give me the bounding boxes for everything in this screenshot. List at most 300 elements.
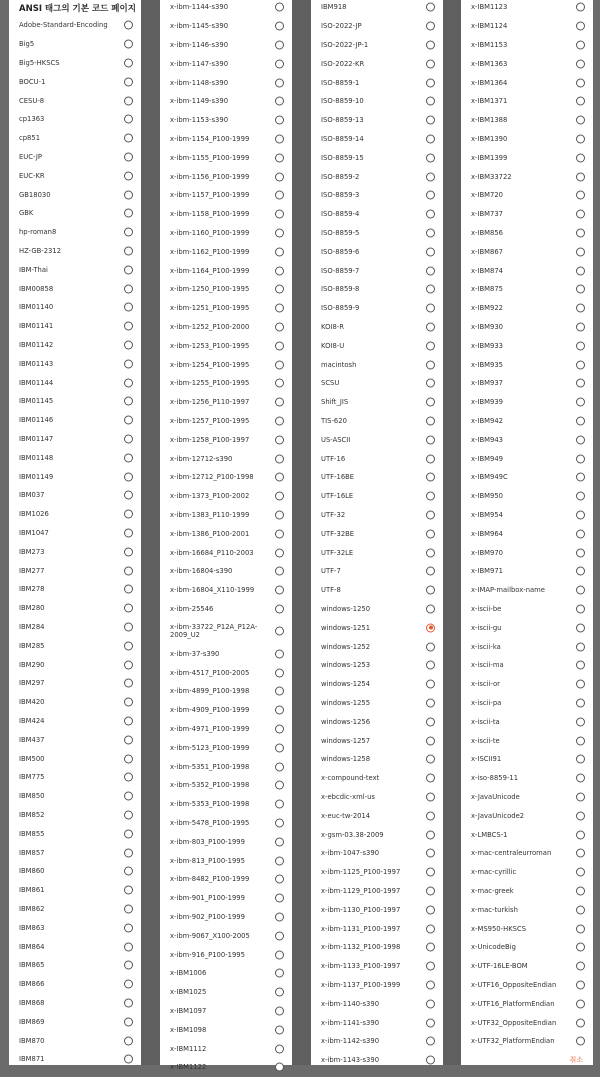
encoding-option[interactable] (461, 17, 593, 36)
encoding-option[interactable] (9, 242, 141, 261)
encoding-option[interactable] (160, 280, 292, 299)
encoding-option[interactable] (160, 412, 292, 431)
encoding-option[interactable] (160, 870, 292, 889)
radio-button[interactable] (426, 1037, 435, 1046)
encoding-option[interactable] (461, 430, 593, 449)
radio-button[interactable] (576, 604, 585, 613)
radio-button[interactable] (275, 78, 284, 87)
encoding-option[interactable] (461, 637, 593, 656)
encoding-option[interactable] (160, 242, 292, 261)
encoding-option[interactable] (461, 656, 593, 675)
encoding-option[interactable] (160, 832, 292, 851)
radio-button[interactable] (576, 529, 585, 538)
radio-button[interactable] (576, 510, 585, 519)
radio-button[interactable] (124, 528, 133, 537)
encoding-option[interactable] (160, 543, 292, 562)
encoding-option[interactable] (311, 731, 443, 750)
radio-button[interactable] (426, 59, 435, 68)
encoding-option[interactable] (311, 938, 443, 957)
radio-button[interactable] (275, 266, 284, 275)
radio-button[interactable] (124, 829, 133, 838)
radio-button[interactable] (576, 172, 585, 181)
encoding-option[interactable] (461, 0, 593, 17)
encoding-option[interactable] (160, 355, 292, 374)
encoding-option[interactable] (9, 298, 141, 317)
encoding-option[interactable] (461, 694, 593, 713)
encoding-option[interactable] (311, 224, 443, 243)
radio-button[interactable] (576, 1018, 585, 1027)
encoding-option[interactable] (9, 279, 141, 298)
encoding-option[interactable] (311, 506, 443, 525)
radio-button[interactable] (275, 304, 284, 313)
encoding-option[interactable] (461, 769, 593, 788)
radio-button[interactable] (275, 743, 284, 752)
radio-button[interactable] (426, 228, 435, 237)
encoding-option[interactable] (160, 814, 292, 833)
encoding-option[interactable] (9, 843, 141, 862)
encoding-option[interactable] (160, 430, 292, 449)
encoding-option[interactable] (461, 543, 593, 562)
encoding-option[interactable] (461, 167, 593, 186)
encoding-option[interactable] (311, 36, 443, 55)
radio-button[interactable] (426, 811, 435, 820)
encoding-option[interactable] (9, 542, 141, 561)
radio-button[interactable] (124, 773, 133, 782)
radio-button[interactable] (576, 304, 585, 313)
radio-button[interactable] (275, 172, 284, 181)
encoding-option[interactable] (9, 448, 141, 467)
encoding-option[interactable] (461, 1013, 593, 1032)
radio-button[interactable] (124, 209, 133, 218)
radio-button[interactable] (426, 322, 435, 331)
encoding-option[interactable] (160, 224, 292, 243)
radio-button[interactable] (275, 668, 284, 677)
radio-button[interactable] (426, 792, 435, 801)
radio-button[interactable] (426, 134, 435, 143)
radio-button[interactable] (275, 837, 284, 846)
radio-button[interactable] (426, 398, 435, 407)
encoding-option[interactable] (311, 1051, 443, 1070)
encoding-option[interactable] (311, 355, 443, 374)
encoding-option[interactable] (311, 788, 443, 807)
radio-button[interactable] (124, 265, 133, 274)
radio-button[interactable] (275, 567, 284, 576)
radio-button[interactable] (426, 172, 435, 181)
encoding-option[interactable] (461, 506, 593, 525)
radio-button[interactable] (576, 623, 585, 632)
radio-button[interactable] (275, 97, 284, 106)
encoding-option[interactable] (9, 166, 141, 185)
radio-button[interactable] (426, 360, 435, 369)
radio-button[interactable] (426, 97, 435, 106)
encoding-option[interactable] (9, 599, 141, 618)
encoding-option[interactable] (9, 824, 141, 843)
radio-button[interactable] (275, 950, 284, 959)
radio-button[interactable] (576, 492, 585, 501)
encoding-option[interactable] (311, 637, 443, 656)
encoding-option[interactable] (311, 148, 443, 167)
encoding-option[interactable] (160, 506, 292, 525)
radio-button[interactable] (576, 962, 585, 971)
radio-button[interactable] (275, 724, 284, 733)
encoding-option[interactable] (311, 336, 443, 355)
radio-button[interactable] (275, 969, 284, 978)
radio-button[interactable] (426, 40, 435, 49)
radio-button[interactable] (576, 116, 585, 125)
radio-button[interactable] (426, 210, 435, 219)
radio-button[interactable] (426, 868, 435, 877)
encoding-option[interactable] (461, 487, 593, 506)
encoding-option[interactable] (9, 787, 141, 806)
radio-button[interactable] (426, 454, 435, 463)
encoding-option[interactable] (160, 92, 292, 111)
encoding-option[interactable] (311, 656, 443, 675)
encoding-option[interactable] (160, 682, 292, 701)
encoding-option[interactable] (311, 543, 443, 562)
encoding-option[interactable] (160, 600, 292, 619)
encoding-option[interactable] (9, 636, 141, 655)
encoding-option[interactable] (160, 36, 292, 55)
encoding-option[interactable] (461, 994, 593, 1013)
radio-button[interactable] (426, 604, 435, 613)
radio-button[interactable] (275, 341, 284, 350)
radio-button[interactable] (576, 943, 585, 952)
radio-button[interactable] (275, 781, 284, 790)
radio-button[interactable] (124, 585, 133, 594)
radio-button[interactable] (426, 680, 435, 689)
encoding-option[interactable] (311, 750, 443, 769)
encoding-option[interactable] (311, 280, 443, 299)
radio-button[interactable] (124, 641, 133, 650)
radio-button[interactable] (576, 849, 585, 858)
radio-button[interactable] (124, 21, 133, 30)
encoding-option[interactable] (9, 975, 141, 994)
radio-button[interactable] (275, 40, 284, 49)
encoding-option[interactable] (461, 825, 593, 844)
encoding-option[interactable] (9, 806, 141, 825)
radio-button[interactable] (124, 152, 133, 161)
radio-button[interactable] (275, 416, 284, 425)
encoding-option[interactable] (160, 889, 292, 908)
radio-button[interactable] (576, 322, 585, 331)
encoding-option[interactable] (311, 412, 443, 431)
radio-button[interactable] (576, 999, 585, 1008)
encoding-option[interactable] (160, 261, 292, 280)
encoding-option[interactable] (160, 908, 292, 927)
encoding-option[interactable] (311, 54, 443, 73)
radio-button[interactable] (426, 980, 435, 989)
encoding-option[interactable] (9, 994, 141, 1013)
encoding-option[interactable] (9, 618, 141, 637)
radio-button[interactable] (124, 284, 133, 293)
radio-button[interactable] (124, 735, 133, 744)
encoding-option[interactable] (160, 795, 292, 814)
encoding-option[interactable] (461, 299, 593, 318)
radio-button[interactable] (576, 153, 585, 162)
radio-button[interactable] (124, 491, 133, 500)
encoding-option[interactable] (311, 130, 443, 149)
encoding-option[interactable] (160, 449, 292, 468)
encoding-option[interactable] (9, 918, 141, 937)
encoding-option[interactable] (311, 919, 443, 938)
encoding-option[interactable] (311, 581, 443, 600)
radio-button[interactable] (426, 1056, 435, 1065)
radio-button[interactable] (124, 510, 133, 519)
radio-button[interactable] (275, 931, 284, 940)
encoding-option[interactable] (9, 54, 141, 73)
radio-button[interactable] (275, 134, 284, 143)
encoding-option[interactable] (461, 186, 593, 205)
radio-button[interactable] (124, 961, 133, 970)
encoding-option[interactable] (9, 505, 141, 524)
radio-button[interactable] (576, 40, 585, 49)
radio-button[interactable] (275, 1044, 284, 1053)
encoding-option[interactable] (160, 318, 292, 337)
radio-button[interactable] (426, 435, 435, 444)
radio-button[interactable] (275, 586, 284, 595)
radio-button[interactable] (124, 923, 133, 932)
radio-button[interactable] (426, 962, 435, 971)
radio-button[interactable] (576, 642, 585, 651)
radio-button[interactable] (124, 378, 133, 387)
encoding-option[interactable] (311, 261, 443, 280)
radio-button[interactable] (576, 22, 585, 31)
radio-button[interactable] (275, 1063, 284, 1072)
encoding-option[interactable] (461, 1032, 593, 1051)
radio-button[interactable] (426, 924, 435, 933)
encoding-option[interactable] (160, 167, 292, 186)
encoding-option[interactable] (160, 1039, 292, 1058)
radio-button[interactable] (275, 529, 284, 538)
encoding-option[interactable] (9, 129, 141, 148)
radio-button-selected[interactable] (426, 623, 435, 632)
radio-button[interactable] (576, 567, 585, 576)
radio-button[interactable] (576, 3, 585, 12)
radio-button[interactable] (275, 604, 284, 613)
encoding-option[interactable] (311, 524, 443, 543)
encoding-option[interactable] (9, 693, 141, 712)
encoding-option[interactable] (160, 1020, 292, 1039)
encoding-option[interactable] (461, 900, 593, 919)
encoding-option[interactable] (311, 994, 443, 1013)
encoding-option[interactable] (9, 768, 141, 787)
radio-button[interactable] (124, 190, 133, 199)
radio-button[interactable] (576, 266, 585, 275)
radio-button[interactable] (124, 246, 133, 255)
encoding-option[interactable] (461, 957, 593, 976)
encoding-option[interactable] (461, 280, 593, 299)
radio-button[interactable] (576, 811, 585, 820)
encoding-option[interactable] (160, 562, 292, 581)
radio-button[interactable] (576, 736, 585, 745)
encoding-option[interactable] (311, 562, 443, 581)
encoding-option[interactable] (311, 712, 443, 731)
encoding-option[interactable] (311, 487, 443, 506)
radio-button[interactable] (426, 247, 435, 256)
encoding-option[interactable] (461, 938, 593, 957)
radio-button[interactable] (275, 191, 284, 200)
encoding-option[interactable] (160, 0, 292, 17)
radio-button[interactable] (124, 1036, 133, 1045)
radio-button[interactable] (576, 247, 585, 256)
radio-button[interactable] (275, 492, 284, 501)
radio-button[interactable] (576, 698, 585, 707)
encoding-option[interactable] (9, 524, 141, 543)
radio-button[interactable] (124, 754, 133, 763)
encoding-option[interactable] (311, 449, 443, 468)
radio-button[interactable] (275, 435, 284, 444)
radio-button[interactable] (576, 717, 585, 726)
encoding-option[interactable] (311, 111, 443, 130)
radio-button[interactable] (426, 905, 435, 914)
radio-button[interactable] (576, 774, 585, 783)
radio-button[interactable] (275, 875, 284, 884)
encoding-option[interactable] (160, 663, 292, 682)
encoding-option[interactable] (311, 1032, 443, 1051)
encoding-option[interactable] (461, 318, 593, 337)
radio-button[interactable] (576, 59, 585, 68)
encoding-option[interactable] (160, 54, 292, 73)
encoding-option[interactable] (311, 825, 443, 844)
radio-button[interactable] (426, 830, 435, 839)
radio-button[interactable] (426, 548, 435, 557)
encoding-option[interactable] (160, 186, 292, 205)
encoding-option[interactable] (311, 976, 443, 995)
encoding-option[interactable] (160, 148, 292, 167)
encoding-option[interactable] (311, 957, 443, 976)
encoding-option[interactable] (311, 675, 443, 694)
encoding-option[interactable] (160, 374, 292, 393)
encoding-option[interactable] (160, 1058, 292, 1077)
encoding-option[interactable] (160, 1002, 292, 1021)
radio-button[interactable] (426, 285, 435, 294)
radio-button[interactable] (124, 416, 133, 425)
radio-button[interactable] (124, 604, 133, 613)
radio-button[interactable] (124, 171, 133, 180)
encoding-option[interactable] (461, 261, 593, 280)
radio-button[interactable] (576, 416, 585, 425)
encoding-option[interactable] (9, 16, 141, 35)
encoding-option[interactable] (311, 430, 443, 449)
radio-button[interactable] (426, 416, 435, 425)
encoding-option[interactable] (461, 205, 593, 224)
radio-button[interactable] (426, 1018, 435, 1027)
radio-button[interactable] (426, 642, 435, 651)
radio-button[interactable] (426, 661, 435, 670)
radio-button[interactable] (576, 868, 585, 877)
encoding-option[interactable] (9, 110, 141, 129)
radio-button[interactable] (576, 905, 585, 914)
encoding-option[interactable] (311, 92, 443, 111)
encoding-option[interactable] (9, 317, 141, 336)
encoding-option[interactable] (311, 205, 443, 224)
radio-button[interactable] (576, 360, 585, 369)
radio-button[interactable] (124, 547, 133, 556)
encoding-option[interactable] (311, 900, 443, 919)
encoding-option[interactable] (160, 926, 292, 945)
radio-button[interactable] (275, 3, 284, 12)
encoding-option[interactable] (461, 806, 593, 825)
encoding-option[interactable] (160, 205, 292, 224)
encoding-option[interactable] (311, 299, 443, 318)
radio-button[interactable] (576, 755, 585, 764)
encoding-option[interactable] (461, 355, 593, 374)
radio-button[interactable] (426, 529, 435, 538)
radio-button[interactable] (426, 717, 435, 726)
encoding-option[interactable] (9, 148, 141, 167)
encoding-option[interactable] (160, 738, 292, 757)
encoding-option[interactable] (461, 111, 593, 130)
radio-button[interactable] (275, 59, 284, 68)
radio-button[interactable] (275, 894, 284, 903)
encoding-option[interactable] (311, 242, 443, 261)
encoding-option[interactable] (160, 581, 292, 600)
encoding-option[interactable] (9, 655, 141, 674)
encoding-option[interactable] (461, 600, 593, 619)
radio-button[interactable] (576, 792, 585, 801)
radio-button[interactable] (124, 228, 133, 237)
encoding-option[interactable] (9, 411, 141, 430)
encoding-option[interactable] (461, 750, 593, 769)
encoding-option[interactable] (461, 393, 593, 412)
radio-button[interactable] (426, 78, 435, 87)
encoding-option[interactable] (160, 111, 292, 130)
radio-button[interactable] (124, 340, 133, 349)
radio-button[interactable] (275, 379, 284, 388)
encoding-option[interactable] (311, 167, 443, 186)
radio-button[interactable] (124, 942, 133, 951)
radio-button[interactable] (124, 96, 133, 105)
encoding-option[interactable] (9, 730, 141, 749)
encoding-option[interactable] (311, 769, 443, 788)
radio-button[interactable] (124, 58, 133, 67)
encoding-option[interactable] (461, 581, 593, 600)
radio-button[interactable] (576, 134, 585, 143)
encoding-option[interactable] (461, 468, 593, 487)
encoding-option[interactable] (461, 863, 593, 882)
radio-button[interactable] (124, 40, 133, 49)
encoding-option[interactable] (9, 354, 141, 373)
radio-button[interactable] (124, 660, 133, 669)
encoding-option[interactable] (461, 976, 593, 995)
encoding-option[interactable] (461, 731, 593, 750)
radio-button[interactable] (275, 687, 284, 696)
cancel-button[interactable]: 취소 (569, 1056, 583, 1064)
encoding-option[interactable] (160, 945, 292, 964)
encoding-option[interactable] (461, 412, 593, 431)
encoding-option[interactable] (461, 712, 593, 731)
radio-button[interactable] (275, 856, 284, 865)
encoding-option[interactable] (160, 618, 292, 644)
radio-button[interactable] (576, 680, 585, 689)
radio-button[interactable] (124, 998, 133, 1007)
radio-button[interactable] (576, 285, 585, 294)
radio-button[interactable] (275, 510, 284, 519)
encoding-option[interactable] (9, 260, 141, 279)
radio-button[interactable] (124, 115, 133, 124)
encoding-option[interactable] (461, 224, 593, 243)
radio-button[interactable] (426, 379, 435, 388)
radio-button[interactable] (576, 473, 585, 482)
radio-button[interactable] (426, 3, 435, 12)
radio-button[interactable] (275, 228, 284, 237)
encoding-option[interactable] (461, 788, 593, 807)
radio-button[interactable] (124, 472, 133, 481)
radio-button[interactable] (426, 999, 435, 1008)
radio-button[interactable] (275, 762, 284, 771)
radio-button[interactable] (124, 566, 133, 575)
encoding-option[interactable] (9, 749, 141, 768)
